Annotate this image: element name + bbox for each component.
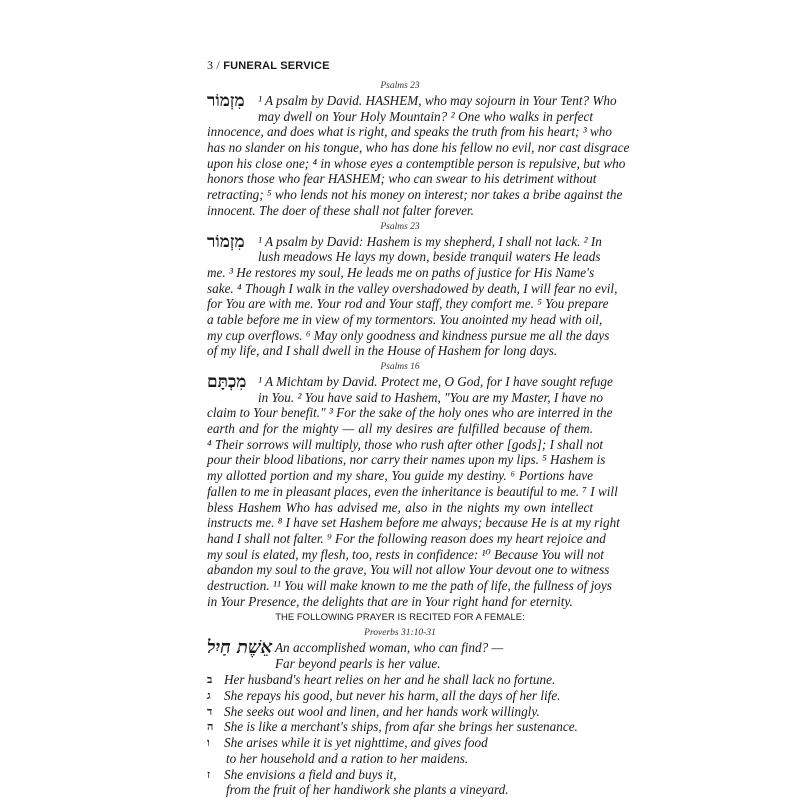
verse-text: She repays his good, but never his harm, all the days of her life. <box>224 687 561 703</box>
text-line: hand I shall not falter. ⁹ For the following reason does my heart rejoice and <box>207 530 606 546</box>
psalm-source: Psalms 23 <box>380 81 420 91</box>
verse-text: She envisions a field and buys it, <box>224 766 397 782</box>
psalm-text <box>207 372 620 609</box>
verse-text: An accomplished woman, who can find? — <box>275 640 504 656</box>
text-line: ¹ A psalm by David: Hashem is my shepherd, I shall not lack. ² In <box>258 233 602 249</box>
text-line: bless Hashem Who has advised me, also in the nights my own intellect <box>207 499 593 515</box>
text-line: my allotted portion and my share, You guide my destiny. ⁶ Portions have <box>207 468 593 484</box>
hebrew-letter: ז <box>207 767 211 781</box>
psalms-sections <box>207 80 630 609</box>
verse-line <box>207 688 593 704</box>
text-line: abandon my soul to the grave, You will not allow Your devout one to witness <box>207 562 610 578</box>
text-line: earth and for the mighty — all my desires are fulfilled because of them. <box>207 421 593 437</box>
hebrew-heading: מִזְמוֹר <box>207 91 245 111</box>
text-line: retracting; ⁵ who lends not his money on interest; nor takes a bribe against the <box>207 187 623 203</box>
hebrew-heading: מִזְמוֹר <box>207 231 245 252</box>
verse-text: She arises while it is yet nighttime, and gives food <box>224 735 488 751</box>
psalm-text <box>207 231 618 360</box>
verse-text: to her household and a ration to her maidens. <box>226 750 469 766</box>
verse-line <box>207 782 593 798</box>
text-line: upon his close one; ⁴ in whose eyes a contemptible person is repulsive, but who <box>207 155 626 171</box>
verse-text: She is like a merchant's ships, from afar she brings her sustenance. <box>224 719 578 735</box>
text-line: in Your Presence, the delights that are in Your right hand for eternity. <box>207 593 573 609</box>
hebrew-letter: ג <box>207 688 211 702</box>
verse-line <box>207 704 593 720</box>
text-line: for You are with me. Your rod and Your staff, they comfort me. ⁵ You prepare <box>207 296 609 312</box>
text-line: may dwell on Your Holy Mountain? ² One who walks in perfect <box>258 108 593 124</box>
verse-line <box>207 719 593 735</box>
verse-text: Her husband's heart relies on her and he shall lack no fortune. <box>224 671 556 687</box>
text-line: ¹ A psalm by David. HASHEM, who may sojourn in Your Tent? Who <box>258 93 617 108</box>
text-line: has no slander on his tongue, who has done his fellow no evil, nor cast disgrace <box>207 140 630 156</box>
verse-line <box>207 637 593 659</box>
text-line: lush meadows He lays my down, beside tranquil waters He leads <box>258 249 601 265</box>
section-title: FUNERAL SERVICE <box>223 60 330 72</box>
text-line: claim to Your benefit." ³ For the sake of the holy ones who are interred in the <box>207 405 613 421</box>
hebrew-heading: מִכְתָּם <box>207 372 247 392</box>
text-line: me. ³ He restores my soul, He leads me on paths of justice for His Name's <box>207 264 595 280</box>
hebrew-letter: ד <box>207 704 213 718</box>
text-line: destruction. ¹¹ You will make known to me the path of life, the fullness of joys <box>207 577 612 593</box>
eishes-chayil-block <box>207 637 593 798</box>
text-line: honors those who fear HASHEM; who can swear to his detriment without <box>207 171 597 187</box>
text-line: instructs me. ⁸ I have set Hashem before me always; because He is at my right <box>207 515 620 531</box>
text-line: my cup overflows. ⁶ May only goodness and kindness pursue me all the days <box>207 327 610 343</box>
verse-text: Far beyond pearls is her value. <box>275 656 441 672</box>
verse-text: She seeks out wool and linen, and her hands work willingly. <box>224 703 540 719</box>
verse-line <box>207 672 593 688</box>
female-prayer-heading: THE FOLLOWING PRAYER IS RECITED FOR A FEMALE: <box>275 612 525 624</box>
text-line: a table before me in view of my tormentors. You anointed my head with oil, <box>207 311 603 327</box>
hebrew-letter: ב <box>207 672 213 686</box>
text-line: of my life, and I shall dwell in the House of Hashem for long days. <box>207 343 558 359</box>
hebrew-letter: ה <box>207 720 214 734</box>
page-number: 3 / <box>207 58 220 72</box>
verse-line <box>207 751 593 767</box>
text-line: sake. ⁴ Though I walk in the valley overshadowed by death, I will fear no evil, <box>207 280 618 296</box>
running-header <box>207 58 593 78</box>
text-line: fallen to me in pleasant places, even the inheritance is beautiful to me. ⁷ I will <box>207 483 618 499</box>
psalm-source: Psalms 23 <box>380 221 420 232</box>
verse-line <box>207 656 593 672</box>
verse-line <box>207 735 593 751</box>
text-line: my soul is elated, my flesh, too, rests in confidence: ¹⁰ Because You will not <box>207 546 604 562</box>
book-page <box>207 56 630 798</box>
text-line: ⁴ Their sorrows will multiply, those who rush after other [gods]; I shall not <box>207 436 604 452</box>
hebrew-heading: אֵשֶׁת חַיִל <box>207 637 273 659</box>
proverbs-source: Proverbs 31:10-31 <box>364 628 436 639</box>
verse-line <box>207 767 593 783</box>
text-line: pour their blood libations, nor carry their names upon my lips. ⁵ Hashem is <box>207 452 606 468</box>
text-line: in You. ² You have said to Hashem, "You are my Master, I have no <box>258 389 603 405</box>
text-line: innocent. The doer of these shall not falter forever. <box>207 202 474 218</box>
hebrew-letter: ו <box>207 736 210 750</box>
psalm-text <box>207 91 630 219</box>
verse-text: from the fruit of her handiwork she plants a vineyard. <box>226 782 509 798</box>
psalm-source: Psalms 16 <box>380 362 420 372</box>
text-line: ¹ A Michtam by David. Protect me, O God, for I have sought refuge <box>258 374 613 389</box>
text-line: innocence, and does what is right, and speaks the truth from his heart; ³ who <box>207 124 612 140</box>
